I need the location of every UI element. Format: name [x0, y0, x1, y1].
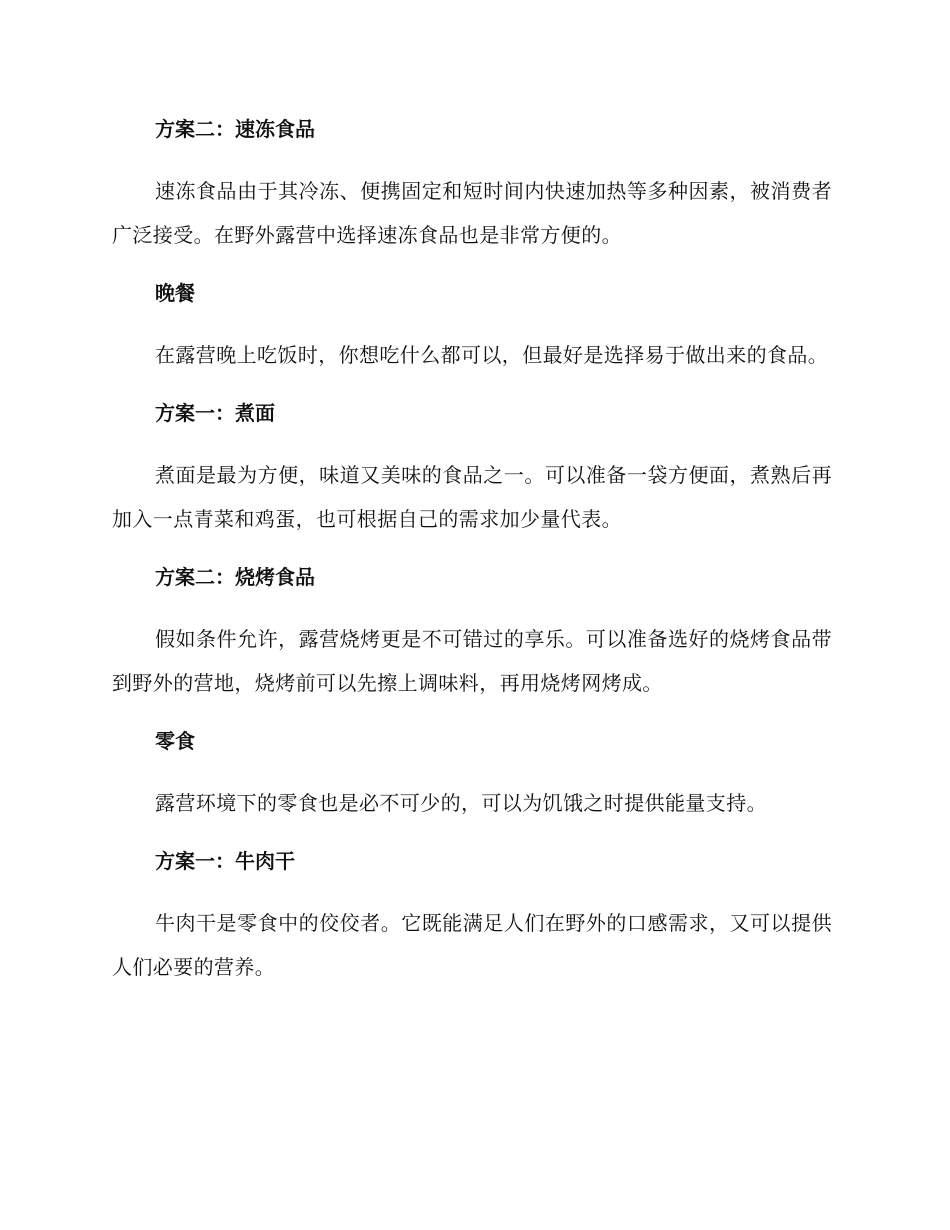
- paragraph-dinner: 在露营晚上吃饭时，你想吃什么都可以，但最好是选择易于做出来的食品。: [155, 343, 829, 367]
- paragraph-bbq: 假如条件允许，露营烧烤更是不可错过的享乐。可以准备选好的烧烤食品带到野外的营地，烧烤前可以先擦上调味料，再用烧烤网烤成。: [112, 627, 832, 695]
- section-heading-quick-frozen: 方案二：速冻食品: [155, 117, 315, 141]
- section-heading-snacks: 零食: [155, 729, 195, 753]
- section-heading-bbq: 方案二：烧烤食品: [155, 565, 315, 589]
- paragraph-quick-frozen: 速冻食品由于其冷冻、便携固定和短时间内快速加热等多种因素，被消费者广泛接受。在野外露营中选择速冻食品也是非常方便的。: [112, 179, 832, 247]
- paragraph-snacks: 露营环境下的零食也是必不可少的，可以为饥饿之时提供能量支持。: [155, 791, 767, 815]
- document-body: [112, 110, 832, 1006]
- section-heading-beef-jerky: 方案一：牛肉干: [155, 849, 295, 873]
- paragraph-beef-jerky: 牛肉干是零食中的佼佼者。它既能满足人们在野外的口感需求，又可以提供人们必要的营养。: [112, 911, 832, 979]
- section-heading-dinner: 晚餐: [155, 281, 195, 305]
- section-heading-noodles: 方案一：煮面: [155, 401, 275, 425]
- paragraph-noodles: 煮面是最为方便，味道又美味的食品之一。可以准备一袋方便面，煮熟后再加入一点青菜和鸡蛋，也可根据自己的需求加少量代表。: [112, 463, 832, 531]
